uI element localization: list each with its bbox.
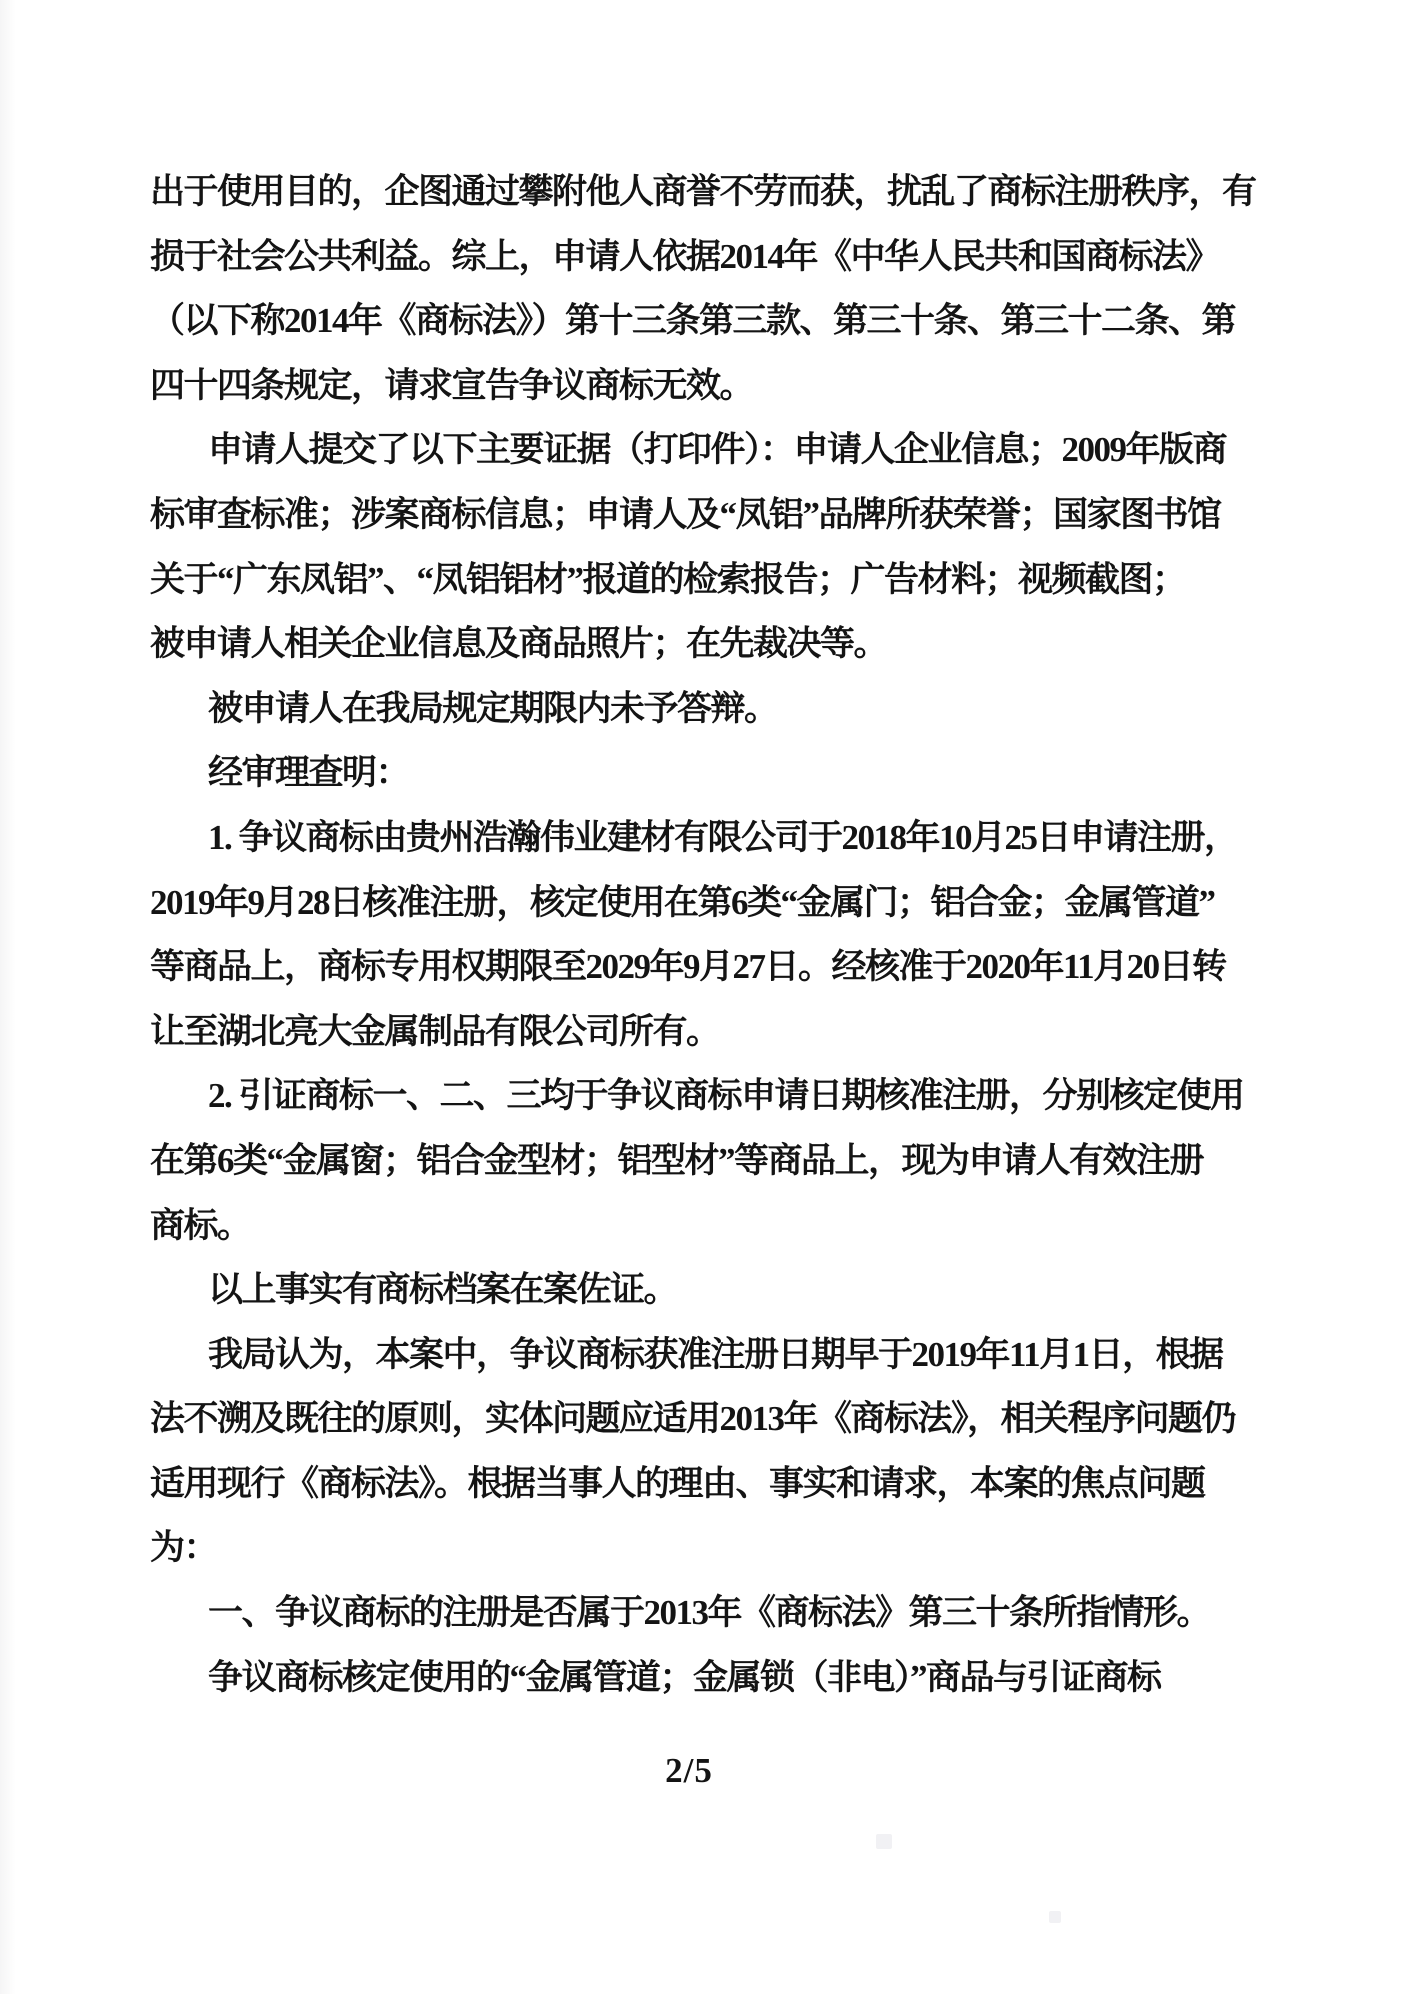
- document-body: [150, 160, 1290, 1710]
- text-line: 2019年9月28日核准注册，核定使用在第6类“金属门；铝合金；金属管道”: [150, 882, 1215, 922]
- text-line: 被申请人相关企业信息及商品照片；在先裁决等。: [150, 624, 888, 664]
- text-line: 关于“广东凤铝”、“凤铝铝材”报道的检索报告；广告材料；视频截图；: [150, 559, 1186, 599]
- text-line: 让至湖北亮大金属制品有限公司所有。: [150, 1011, 720, 1051]
- scan-speck: [1049, 1911, 1061, 1923]
- text-line: 一、争议商标的注册是否属于2013年《商标法》第三十条所指情形。: [208, 1593, 1211, 1633]
- text-line: 1. 争议商标由贵州浩瀚伟业建材有限公司于2018年10月25日申请注册，: [208, 817, 1238, 857]
- text-line: 在第6类“金属窗；铝合金型材；铝型材”等商品上，现为申请人有效注册: [150, 1140, 1204, 1180]
- text-line: 以上事实有商标档案在案佐证。: [208, 1270, 678, 1310]
- text-line: 损于社会公共利益。综上，申请人依据2014年《中华人民共和国商标法》: [150, 236, 1220, 276]
- text-line: 经审理查明：: [208, 753, 410, 793]
- text-line: 等商品上，商标专用权期限至2029年9月27日。经核准于2020年11月20日转: [150, 947, 1226, 987]
- scan-edge-shadow: [0, 0, 16, 1994]
- text-line: 法不溯及既往的原则，实体问题应适用2013年《商标法》，相关程序问题仍: [150, 1399, 1236, 1439]
- text-line: 出于使用目的，企图通过攀附他人商誉不劳而获，扰乱了商标注册秩序，有: [150, 172, 1256, 211]
- text-line: 申请人提交了以下主要证据（打印件）：申请人企业信息；2009年版商: [208, 430, 1227, 470]
- text-line: 商标。: [150, 1205, 251, 1245]
- text-line: 四十四条规定，请求宣告争议商标无效。: [150, 365, 754, 405]
- text-line: 争议商标核定使用的“金属管道；金属锁（非电）”商品与引证商标: [208, 1657, 1161, 1697]
- page-number: 2/5: [665, 1751, 713, 1790]
- text-line: 我局认为，本案中，争议商标获准注册日期早于2019年11月1日，根据: [208, 1334, 1223, 1374]
- text-line: （以下称2014年《商标法》）第十三条第三款、第三十条、第三十二条、第: [150, 301, 1236, 341]
- scan-speck: [876, 1834, 892, 1849]
- text-line: 2. 引证商标一、二、三均于争议商标申请日期核准注册，分别核定使用: [208, 1076, 1244, 1116]
- text-line: 标审查标准；涉案商标信息；申请人及“凤铝”品牌所获荣誉；国家图书馆: [150, 494, 1221, 534]
- text-line: 适用现行《商标法》。根据当事人的理由、事实和请求，本案的焦点问题: [150, 1463, 1205, 1503]
- text-line: 为：: [150, 1528, 218, 1568]
- text-line: 被申请人在我局规定期限内未予答辩。: [208, 688, 778, 728]
